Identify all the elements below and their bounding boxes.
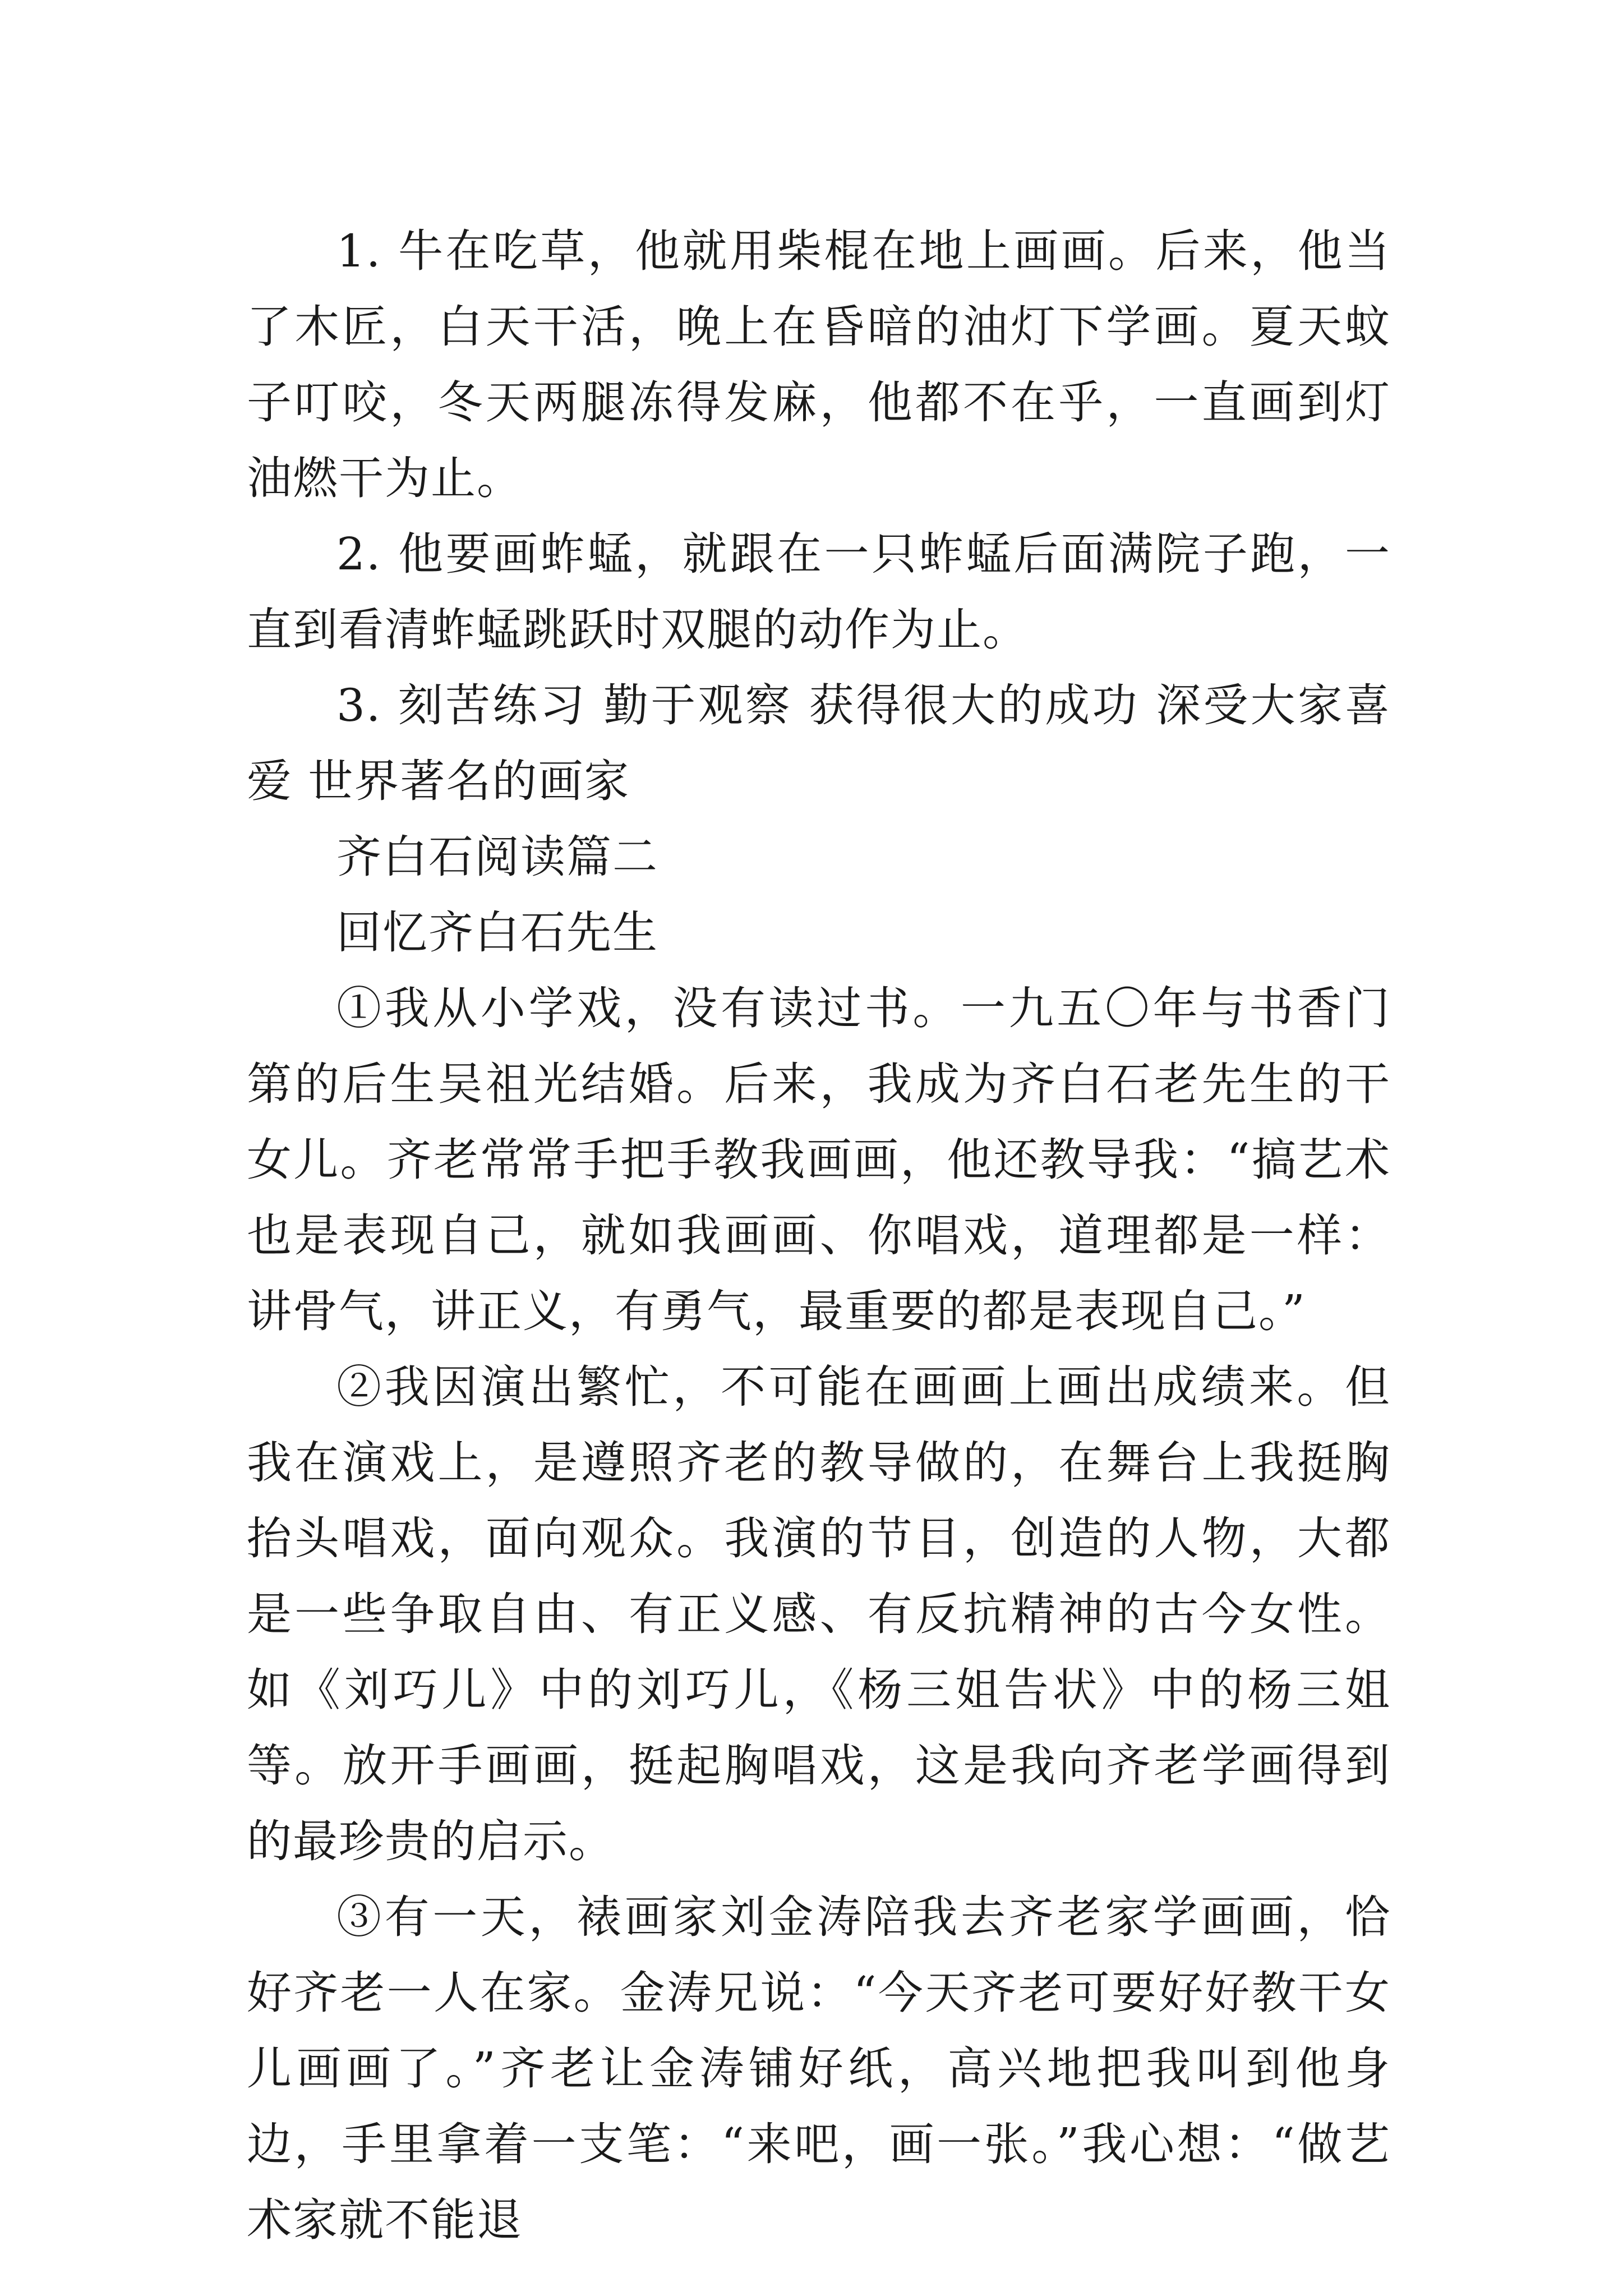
document-body <box>247 213 1391 2258</box>
article-paragraph-1: ①我从小学戏，没有读过书。一九五〇年与书香门第的后生吴祖光结婚。后来，我成为齐白石老先生的干女儿。齐老常常手把手教我画画，他还教导我：“搞艺术也是表现自己，就如我画画、你唱戏，道理都是一样：讲骨气，讲正义，有勇气，最重要的都是表现自己。” <box>247 982 1391 1337</box>
article-paragraph-3: ③有一天，裱画家刘金涛陪我去齐老家学画画，恰好齐老一人在家。金涛兄说：“今天齐老可要好好教干女儿画画了。”齐老让金涛铺好纸，高兴地把我叫到他身边，手里拿着一支笔：“来吧，画一张。”我心想：“做艺术家就不能退 <box>247 1891 1391 2246</box>
answer-2: 2. 他要画蚱蜢，就跟在一只蚱蜢后面满院子跑，一直到看清蚱蜢跳跃时双腿的动作为止。 <box>247 528 1391 656</box>
answer-1: 1. 牛在吃草，他就用柴棍在地上画画。后来，他当了木匠，白天干活，晚上在昏暗的油灯下学画。夏天蚊子叮咬，冬天两腿冻得发麻，他都不在乎，一直画到灯油燃干为止。 <box>247 225 1391 504</box>
section-title: 齐白石阅读篇二 <box>336 831 658 883</box>
answer-3: 3. 刻苦练习 勤于观察 获得很大的成功 深受大家喜爱 世界著名的画家 <box>247 679 1391 807</box>
article-paragraph-2: ②我因演出繁忙，不可能在画画上画出成绩来。但我在演戏上，是遵照齐老的教导做的，在舞台上我挺胸抬头唱戏，面向观众。我演的节目，创造的人物，大都是一些争取自由、有正义感、有反抗精神的古今女性。如《刘巧儿》中的刘巧儿，《杨三姐告状》中的杨三姐等。放开手画画，挺起胸唱戏，这是我向齐老学画得到的最珍贵的启示。 <box>247 1361 1391 1867</box>
article-title: 回忆齐白石先生 <box>336 907 658 959</box>
